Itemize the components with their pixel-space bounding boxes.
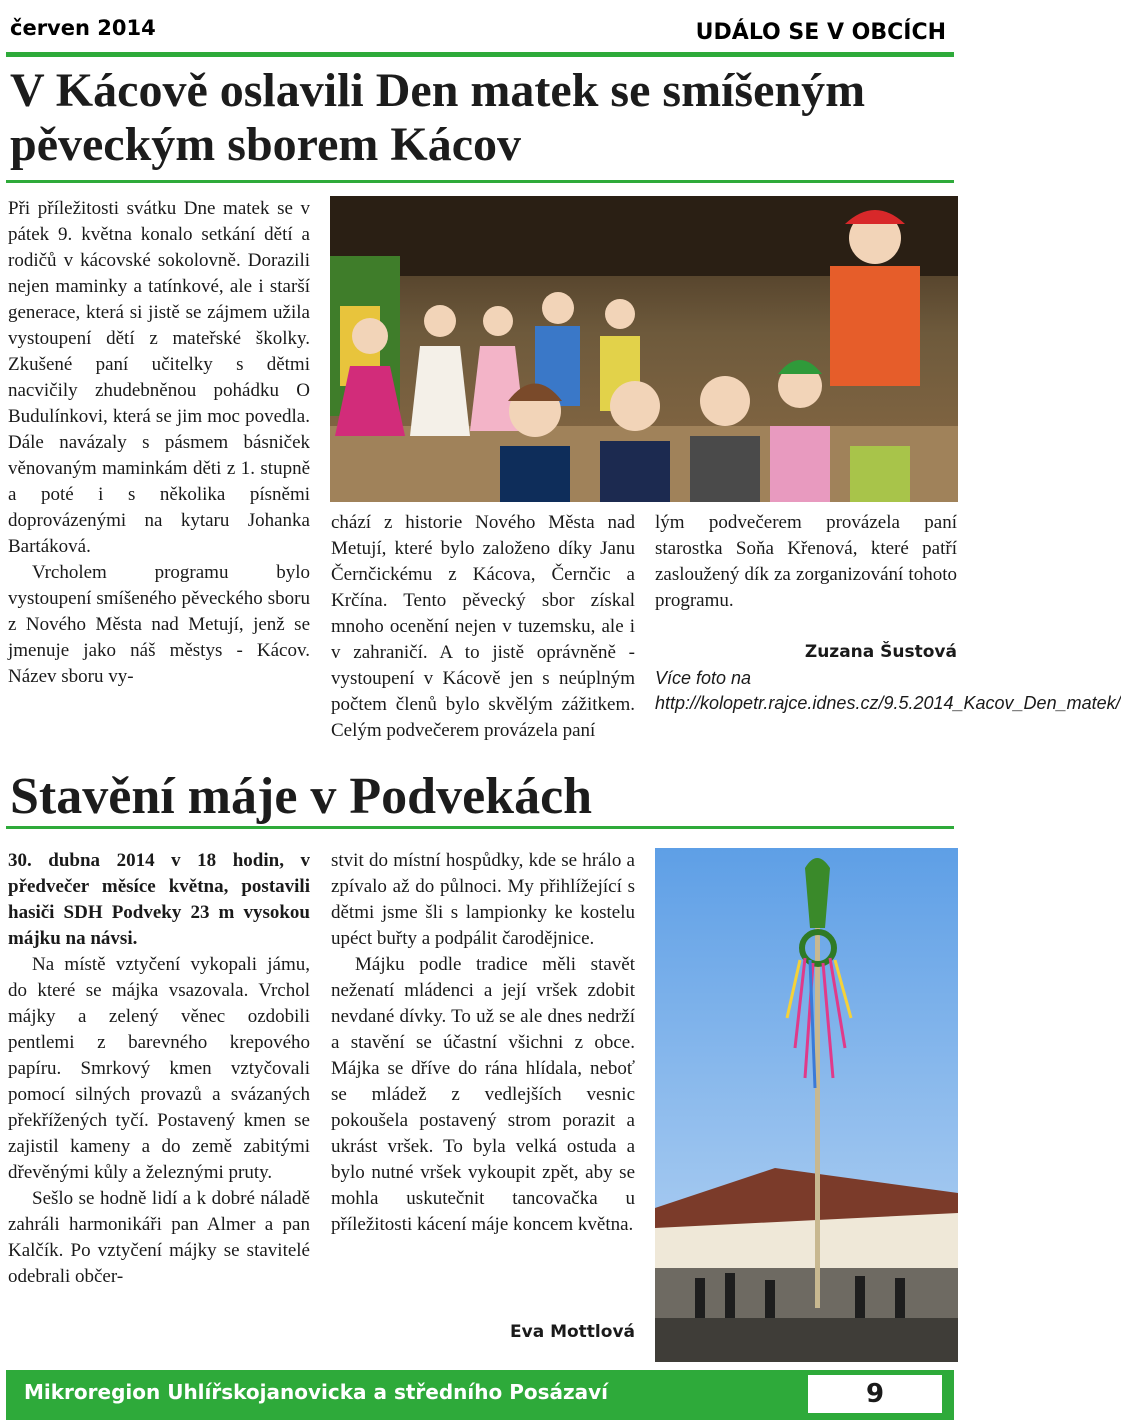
paragraph: Na místě vztyčení vykopali jámu, do které se májka vsazovala. Vrchol májky a zelený věnec ozdobili pentlemi z barevného krepového papíru. Smrkový kmen vztyčovali pomocí silných provazů a svázaných překřížených tyčí. Postavený kmen se zajistil kameny a do země zabitými dřevěnými kůly a železnými pruty. <box>8 954 310 1183</box>
article-column-3 <box>655 510 957 614</box>
article-column-2 <box>331 848 635 1238</box>
region-name: Mikroregion Uhlířskojanovicka a středního Posázaví <box>24 1380 609 1404</box>
maypole-photo <box>655 848 958 1362</box>
title-divider <box>6 826 954 829</box>
paragraph: Vrcholem programu bylo vystoupení smíšeného pěveckého sboru z Nového Města nad Metují, jenž se jmenuje jako náš městys - Kácov. Název sboru vy- <box>8 562 310 687</box>
paragraph: Sešlo se hodně lidí a k dobré náladě zahráli harmonikáři pan Almer a pan Kalčík. Po vztyčení májky se stavitelé odebrali občer- <box>8 1188 310 1287</box>
paragraph: Májku podle tradice měli stavět neženatí mládenci a její vršek zdobit nevdané dívky. To už se ale dnes nedrží a stavění se účastní všichni z obce. Májka se dříve do rána hlídala, neboť se mládež z vedlejších vesnic pokoušela postavený strom porazit a ukrást vršek. To byla velká ostuda a bylo nutné vršek vykoupit zpět, aby se mohla uskutečnit tancovačka u příležitosti kácení máje koncem května. <box>331 954 635 1235</box>
photo-image <box>655 848 958 1362</box>
section-title: UDÁLO SE V OBCÍCH <box>695 20 946 45</box>
lead-paragraph: 30. dubna 2014 v 18 hodin, v předvečer měsíce května, postavili hasiči SDH Podveky 23 m vysokou májku na návsi. <box>8 850 310 949</box>
more-photos-link[interactable]: Více foto na http://kolopetr.rajce.idnes.cz/9.5.2014_Kacov_Den_matek/ <box>655 668 1121 713</box>
paragraph: chází z historie Nového Města nad Metují, které bylo založeno díky Janu Černčickému z Kácova, Černčic a Krčína. Tento pěvecký sbor získal mnoho ocenění nejen v tuzemsku, ale i v zahraničí. A to jistě oprávněně - vystoupení v Kácově jen s neúplným počtem členů bylo skvělým zážitkem. Celým podvečerem provázela paní <box>331 512 635 741</box>
photo-image <box>330 196 958 502</box>
title-divider <box>6 180 954 183</box>
article-column-2 <box>331 510 635 744</box>
paragraph: stvit do místní hospůdky, kde se hrálo a zpívalo až do půlnoci. My přihlížející s dětmi jsme šli s lampionky ke kostelu upéct buřty a podpálit čarodějnice. <box>331 850 635 949</box>
article-column-1 <box>8 848 310 1290</box>
page-number: 9 <box>865 1379 885 1409</box>
article-title: Stavění máje v Podvekách <box>10 768 593 825</box>
paragraph: lým podvečerem provázela paní starostka Soňa Křenová, které patří zasloužený dík za zorganizování tohoto programu. <box>655 512 957 611</box>
issue-date: červen 2014 <box>10 16 156 40</box>
article-column-1 <box>8 196 310 690</box>
article-author: Zuzana Šustová <box>804 642 957 662</box>
article-author: Eva Mottlová <box>510 1322 635 1342</box>
children-performance-photo <box>330 196 958 502</box>
header-divider <box>6 52 954 57</box>
article-title: V Kácově oslavili Den matek se smíšeným pěveckým sborem Kácov <box>10 64 866 171</box>
paragraph: Při příležitosti svátku Dne matek se v pátek 9. května konalo setkání dětí a rodičů v kácovské sokolovně. Dorazili nejen maminky a tatínkové, ale i starší generace, která si jistě se zájmem užila vystoupení dětí z mateřské školky. Zkušené paní učitelky s dětmi nacvičily zhudebněnou pohádku O Budulínkovi, která se jim moc povedla. Dále navázaly s pásmem básniček věnovaným maminkám děti z 1. stupně a poté i s několika písněmi doprovázenými na kytaru Johanka Bartáková. <box>8 198 310 557</box>
